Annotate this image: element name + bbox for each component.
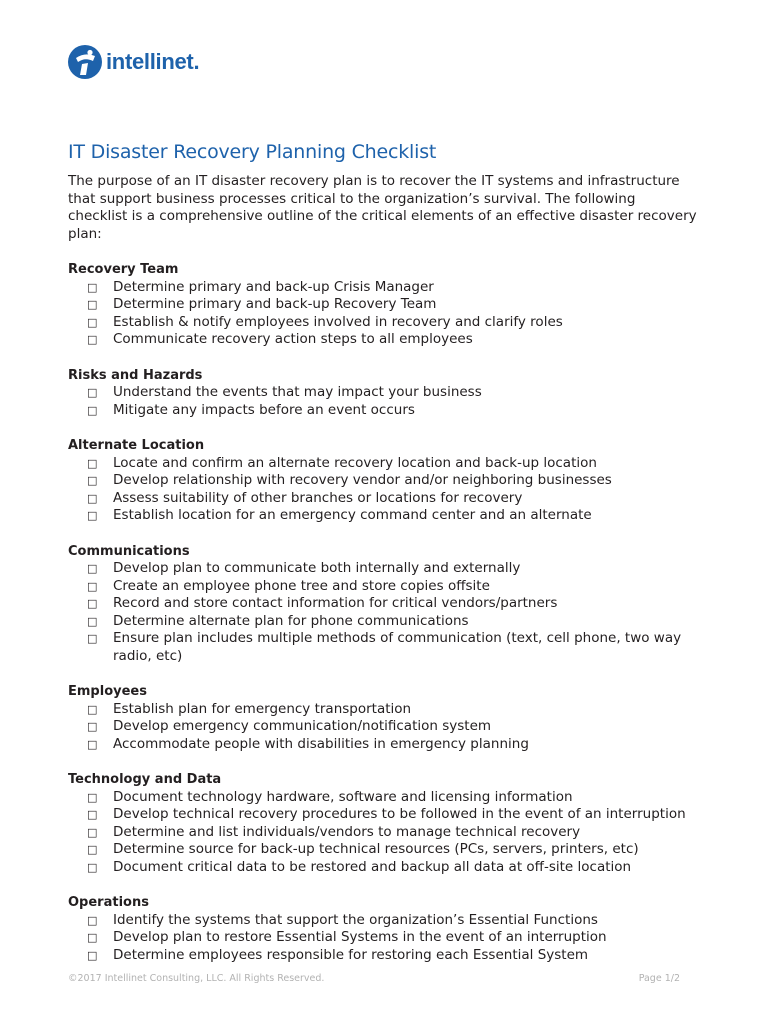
- checklist-item-text: Determine source for back-up technical resources (PCs, servers, printers, etc): [113, 841, 639, 858]
- checklist-item-text: Develop plan to restore Essential Systems in the event of an interruption: [113, 929, 607, 946]
- checklist-section: [68, 771, 698, 876]
- checklist-item-text: Accommodate people with disabilities in emergency planning: [113, 735, 529, 752]
- checklist-section: [68, 437, 698, 525]
- checklist-item-text: Mitigate any impacts before an event occurs: [113, 401, 415, 418]
- checklist-item-text: Document technology hardware, software and licensing information: [113, 788, 573, 805]
- checklist-sections: [68, 261, 698, 964]
- checklist-item: [68, 929, 698, 947]
- checkbox-icon: □: [87, 509, 98, 523]
- checklist-item: [68, 912, 698, 930]
- logo-wordmark: intellinet.: [106, 49, 200, 74]
- checklist-item: [68, 490, 698, 508]
- section-heading: Communications: [68, 543, 190, 559]
- page-footer: [68, 973, 680, 984]
- checkbox-icon: □: [87, 843, 98, 857]
- checklist-item-text: Locate and confirm an alternate recovery location and back-up location: [113, 454, 597, 471]
- checklist: [68, 560, 698, 665]
- checklist-item: [68, 859, 698, 877]
- checklist-item: [68, 507, 698, 525]
- checkbox-icon: □: [87, 579, 98, 593]
- checklist-item: [68, 718, 698, 736]
- checklist-item-text: Develop relationship with recovery vendor and/or neighboring businesses: [113, 472, 612, 489]
- checklist-item: [68, 402, 698, 420]
- checklist-item-text: Determine primary and back-up Crisis Manager: [113, 278, 434, 295]
- checklist-item-text: Determine alternate plan for phone communications: [113, 612, 469, 629]
- checklist-item-text: Develop technical recovery procedures to be followed in the event of an interruption: [113, 806, 686, 823]
- footer-page-number: Page 1/2: [638, 973, 680, 984]
- checklist-item: [68, 314, 698, 332]
- intro-paragraph: The purpose of an IT disaster recovery plan is to recover the IT systems and infrastructure that support business processes critical to the organization’s survival. The following checklist is a comprehensive outline of the critical elements of an effective disaster recovery plan:: [68, 173, 697, 242]
- checkbox-icon: □: [87, 702, 98, 716]
- checkbox-icon: □: [87, 491, 98, 505]
- checklist-item-text: Determine and list individuals/vendors to manage technical recovery: [113, 823, 581, 840]
- section-heading: Operations: [68, 895, 149, 911]
- checklist-item-text: Establish & notify employees involved in recovery and clarify roles: [113, 313, 563, 330]
- checklist-item-text: Create an employee phone tree and store copies offsite: [113, 577, 490, 594]
- page-title: IT Disaster Recovery Planning Checklist: [68, 141, 437, 163]
- checklist-item-text: Record and store contact information for critical vendors/partners: [113, 595, 558, 612]
- checklist-item-text: Develop plan to communicate both internally and externally: [113, 560, 521, 577]
- checklist-item: [68, 455, 698, 473]
- checkbox-icon: □: [87, 720, 98, 734]
- checklist-section: [68, 261, 698, 349]
- checklist: [68, 455, 698, 525]
- checklist-item: [68, 560, 698, 578]
- checklist-item: [68, 630, 698, 665]
- checklist-item: [68, 947, 698, 965]
- checklist-item: [68, 613, 698, 631]
- checkbox-icon: □: [87, 860, 98, 874]
- checkbox-icon: □: [87, 825, 98, 839]
- checkbox-icon: □: [87, 948, 98, 962]
- section-heading: Employees: [68, 684, 147, 700]
- checklist-item-text: Establish plan for emergency transportation: [113, 700, 412, 717]
- checklist-item-text: Determine primary and back-up Recovery Team: [113, 296, 437, 313]
- section-heading: Alternate Location: [68, 438, 205, 454]
- checkbox-icon: □: [87, 315, 98, 329]
- checklist: [68, 279, 698, 349]
- checklist-item: [68, 824, 698, 842]
- checklist: [68, 912, 698, 965]
- checklist-item: [68, 789, 698, 807]
- checkbox-icon: □: [87, 474, 98, 488]
- checkbox-icon: □: [87, 737, 98, 751]
- checklist-item-text: Assess suitability of other branches or locations for recovery: [113, 489, 523, 506]
- checklist-item: [68, 384, 698, 402]
- checklist-item: [68, 296, 698, 314]
- checklist-item: [68, 701, 698, 719]
- checkbox-icon: □: [87, 403, 98, 417]
- checkbox-icon: □: [87, 333, 98, 347]
- company-logo: [67, 44, 199, 80]
- checklist-item-text: Identify the systems that support the organization’s Essential Functions: [113, 911, 598, 928]
- checklist-item-text: Communicate recovery action steps to all employees: [113, 331, 473, 348]
- checkbox-icon: □: [87, 597, 98, 611]
- checklist: [68, 701, 698, 754]
- checklist-section: [68, 543, 698, 666]
- checklist-item: [68, 331, 698, 349]
- checklist-item-text: Document critical data to be restored and backup all data at off-site location: [113, 858, 632, 875]
- checklist-item: [68, 806, 698, 824]
- checkbox-icon: □: [87, 298, 98, 312]
- checklist: [68, 789, 698, 877]
- document-body: [68, 140, 698, 964]
- intellinet-logo-icon: [67, 44, 103, 80]
- checklist-item: [68, 279, 698, 297]
- checklist-item: [68, 841, 698, 859]
- checkbox-icon: □: [87, 386, 98, 400]
- checkbox-icon: □: [87, 562, 98, 576]
- checklist-item-text: Develop emergency communication/notification system: [113, 718, 492, 735]
- checklist-item: [68, 578, 698, 596]
- checklist-item: [68, 736, 698, 754]
- checklist-item-text: Understand the events that may impact your business: [113, 384, 482, 401]
- checklist-item: [68, 472, 698, 490]
- checklist-section: [68, 894, 698, 964]
- checklist-item-text: Determine employees responsible for restoring each Essential System: [113, 946, 589, 963]
- checkbox-icon: □: [87, 790, 98, 804]
- section-heading: Technology and Data: [68, 772, 222, 788]
- checkbox-icon: □: [87, 632, 98, 646]
- section-heading: Recovery Team: [68, 262, 179, 278]
- checkbox-icon: □: [87, 456, 98, 470]
- checklist-item-text: Ensure plan includes multiple methods of communication (text, cell phone, two way radio, etc): [113, 630, 682, 664]
- checklist-item: [68, 595, 698, 613]
- checklist-section: [68, 683, 698, 753]
- checkbox-icon: □: [87, 614, 98, 628]
- checklist-item-text: Establish location for an emergency command center and an alternate: [113, 507, 592, 524]
- checklist-section: [68, 367, 698, 420]
- footer-copyright: ©2017 Intellinet Consulting, LLC. All Rights Reserved.: [68, 973, 325, 984]
- checkbox-icon: □: [87, 931, 98, 945]
- checkbox-icon: □: [87, 913, 98, 927]
- checklist: [68, 384, 698, 419]
- section-heading: Risks and Hazards: [68, 367, 203, 383]
- checkbox-icon: □: [87, 280, 98, 294]
- checkbox-icon: □: [87, 808, 98, 822]
